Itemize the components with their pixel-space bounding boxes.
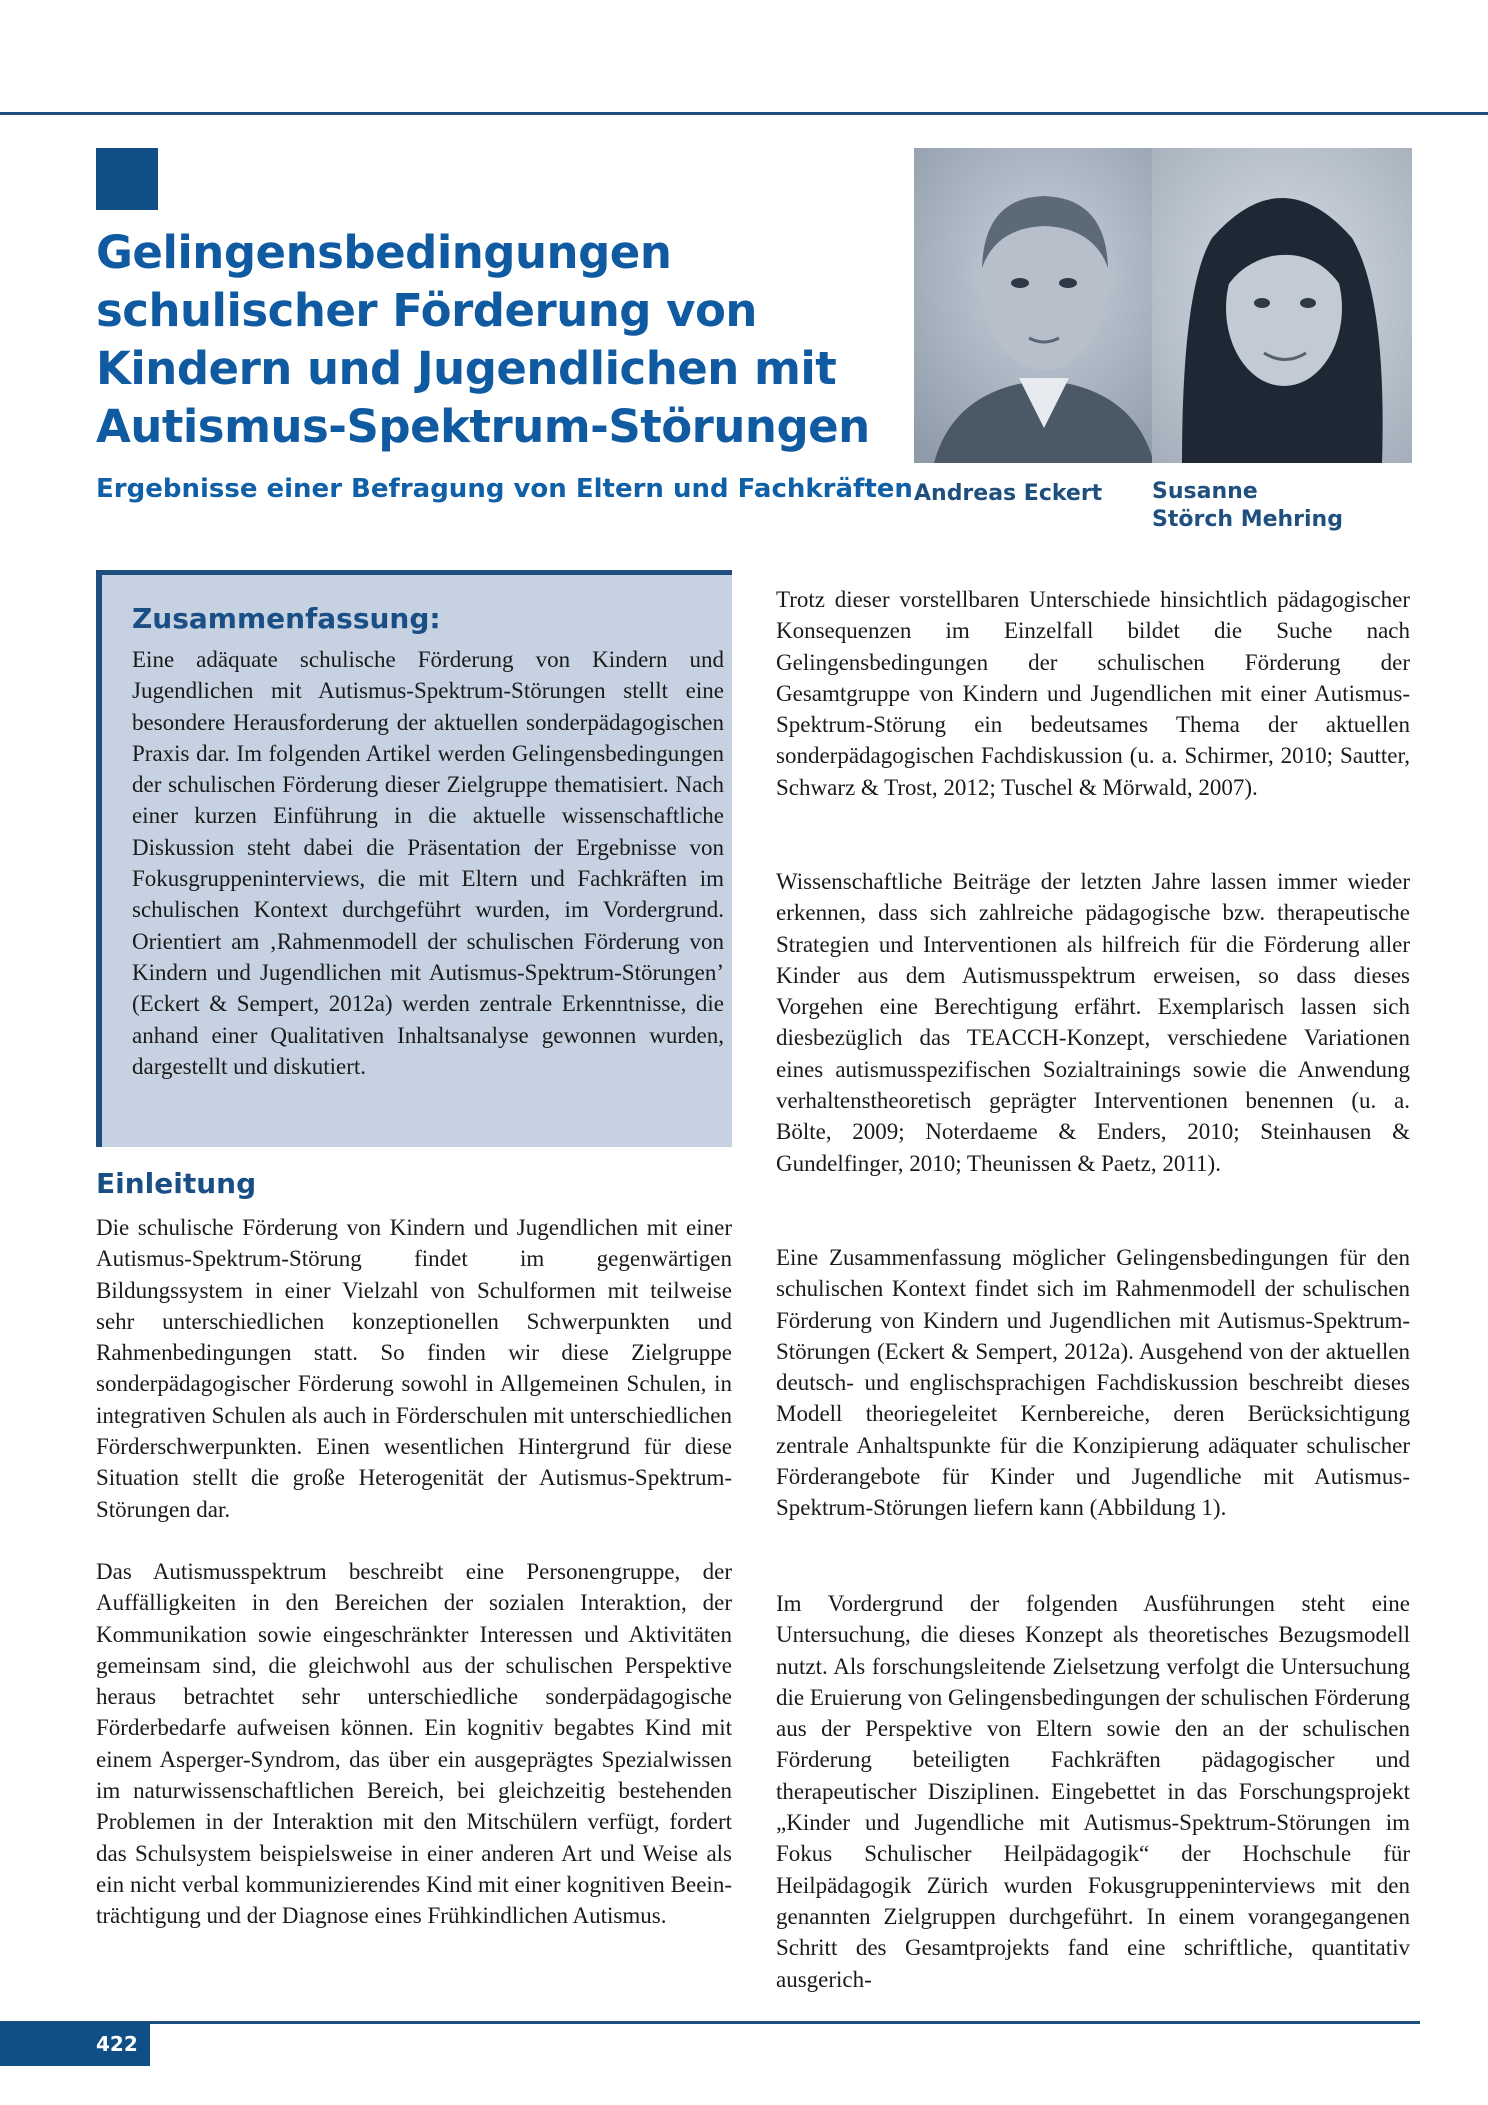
body-paragraph: Eine Zusammenfassung möglicher Gelingensbedingungen für den schulischen Kontext findet sich im Rahmenmodell der schulischen Förderung von Kindern und Jugendlichen mit Autismus-Spektrum-Störungen (Eckert & Sempert, 2012a). Ausgehend von der aktuellen deutsch- und englischsprachigen Fachdiskussion beschreibt dieses Modell theoriegeleitet Kernbereiche, deren Berücksichtigung zentrale Anhaltspunkte für die Konzipierung adäquater schulischer Förderangebote für Kinder und Jugendliche mit Autismus-Spektrum-Störungen liefern kann (Abbildung 1).	[776, 1245, 1410, 1521]
bottom-rule	[0, 2021, 1420, 2024]
body-paragraph: Trotz dieser vorstellbaren Unterschiede hinsichtlich pädagogischer Konsequenzen im Einzelfall bildet die Suche nach Gelingensbedingungen der schulischen Förderung der Gesamtgruppe von Kindern und Jugendlichen mit einer Autismus-Spektrum-Störung ein bedeutsames Thema der aktuellen sonderpädagogischen Fachdiskussion (u. a. Schirmer, 2010; Sautter, Schwarz & Trost, 2012; Tuschel & Mörwald, 2007).	[776, 587, 1410, 800]
article-title	[96, 224, 896, 456]
abstract-text: Eine adäquate schulische Förderung von Kindern und Jugendlichen mit Autismus-Spektrum-Störungen stellt eine besondere Herausforderung der aktuellen sonderpädagogischen Praxis dar. Im folgenden Artikel werden Gelingensbedingungen der schulischen Förderung dieser Zielgruppe thematisiert. Nach einer kurzen Einführung in die aktuelle wissenschaftliche Diskussion steht dabei die Präsentation der Ergebnisse von Fokusgruppeninterviews, die mit Eltern und Fachkräften im schulischen Kontext durchgeführt wurden, im Vordergrund. Orientiert am ‚Rahmenmodell der schulischen Förderung von Kindern und Jugendlichen mit Autismus-Spektrum-Störungen’ (Eckert & Sempert, 2012a) werden zentrale Erkenntnisse, die anhand einer Qualitativen Inhaltsanalyse gewonnen wurden, dargestellt und diskutiert.	[132, 647, 724, 1079]
abstract-heading: Zusammenfassung:	[132, 602, 441, 635]
author-photo-eckert	[914, 148, 1174, 463]
title-line: Autismus-Spektrum-Störungen	[96, 400, 870, 453]
article-subtitle: Ergebnisse einer Befragung von Eltern und Fachkräften	[96, 474, 913, 504]
page-number: 422	[0, 2022, 150, 2066]
title-line: Gelingensbedingungen	[96, 226, 672, 279]
author-name: Andreas Eckert	[914, 481, 1103, 506]
body-paragraph: Das Autismusspektrum beschreibt eine Personengruppe, der Auffälligkeiten in den Bereichen der sozialen Interaktion, der Kommunikation sowie eingeschränkter Interessen und Aktivitäten gemeinsam sind, die gleichwohl aus der schulischen Perspektive heraus betrachtet sehr unterschiedliche sonderpädagogische Förderbedarfe aufweisen können. Ein kognitiv begabtes Kind mit einem Asperger-Syndrom, das über ein ausgeprägtes Spezialwissen im naturwissenschaftlichen Bereich, bei gleichzeitig bestehenden Problemen in der Interaktion mit den Mitschülern verfügt, fordert das Schulsystem beispielsweise in einer anderen Art und Weise als ein nicht verbal kommunizierendes Kind mit einer kognitiven Beeinträchtigung und der Diagnose eines Frühkindlichen Autismus.	[96, 1559, 732, 1929]
body-paragraph: Wissenschaftliche Beiträge der letzten Jahre lassen immer wieder erkennen, dass sich zahlreiche pädagogische bzw. therapeutische Strategien und Interventionen als hilfreich für die Förderung aller Kinder aus dem Autismusspektrum erweisen, so dass dieses Vorgehen eine Berechtigung erfährt. Exemplarisch lassen sich diesbezüglich das TEACCH-Konzept, verschiedene Variationen eines autismusspezifischen Sozialtrainings sowie die Anwendung verhaltenstheoretisch geprägter Interventionen benennen (u. a. Bölte, 2009; Noterdaeme & Enders, 2010; Steinhausen & Gundelfinger, 2010; Theunissen & Paetz, 2011).	[776, 869, 1410, 1176]
top-rule	[0, 112, 1488, 115]
body-paragraph: Im Vordergrund der folgenden Ausführungen steht eine Untersuchung, die dieses Konzept als theoretisches Bezugsmodell nutzt. Als forschungsleitende Zielsetzung verfolgt die Untersuchung die Eruierung von Gelingensbedingungen der schulischen Förderung aus der Perspektive von Eltern sowie den an der schulischen Förderung beteiligten Fachkräften pädagogischer und therapeutischer Disziplinen. Eingebettet in das Forschungsprojekt „Kinder und Jugendliche mit Autismus-Spektrum-Störungen im Fokus Schulischer Heilpädagogik“ der Hochschule für Heilpädagogik Zürich wurden Fokusgruppeninterviews mit den genannten Zielgruppen durchgeführt. In einem vorangegangenen Schritt des Gesamtprojekts fand eine schriftliche, quantitativ ausgerich-	[776, 1591, 1410, 1992]
body-paragraph: Die schulische Förderung von Kindern und Jugendlichen mit einer Autismus-Spektrum-Störung findet im gegenwärtigen Bildungssystem in einer Vielzahl von Schulformen mit teilweise sehr unterschiedlichen konzeptionellen Schwerpunkten und Rahmenbedingungen statt. So finden wir diese Zielgruppe sonderpädagogischer Förderung sowohl in Allgemeinen Schulen, in integrativen Schulen als auch in Förderschulen mit unterschiedlichen Förderschwerpunkten. Einen wesentlichen Hintergrund für diese Situation stellt die große Heterogenität der Autismus-Spektrum-Störungen dar.	[96, 1215, 732, 1522]
title-line: Kindern und Jugendlichen mit	[96, 342, 837, 395]
author-name-line: Susanne	[1152, 479, 1258, 504]
accent-square	[96, 148, 158, 210]
author-name-line: Störch Mehring	[1152, 507, 1343, 532]
section-heading-einleitung: Einleitung	[96, 1167, 257, 1200]
author-photo-stoerch-mehring	[1152, 148, 1412, 463]
title-line: schulischer Förderung von	[96, 284, 757, 337]
author-name	[1152, 478, 1343, 534]
